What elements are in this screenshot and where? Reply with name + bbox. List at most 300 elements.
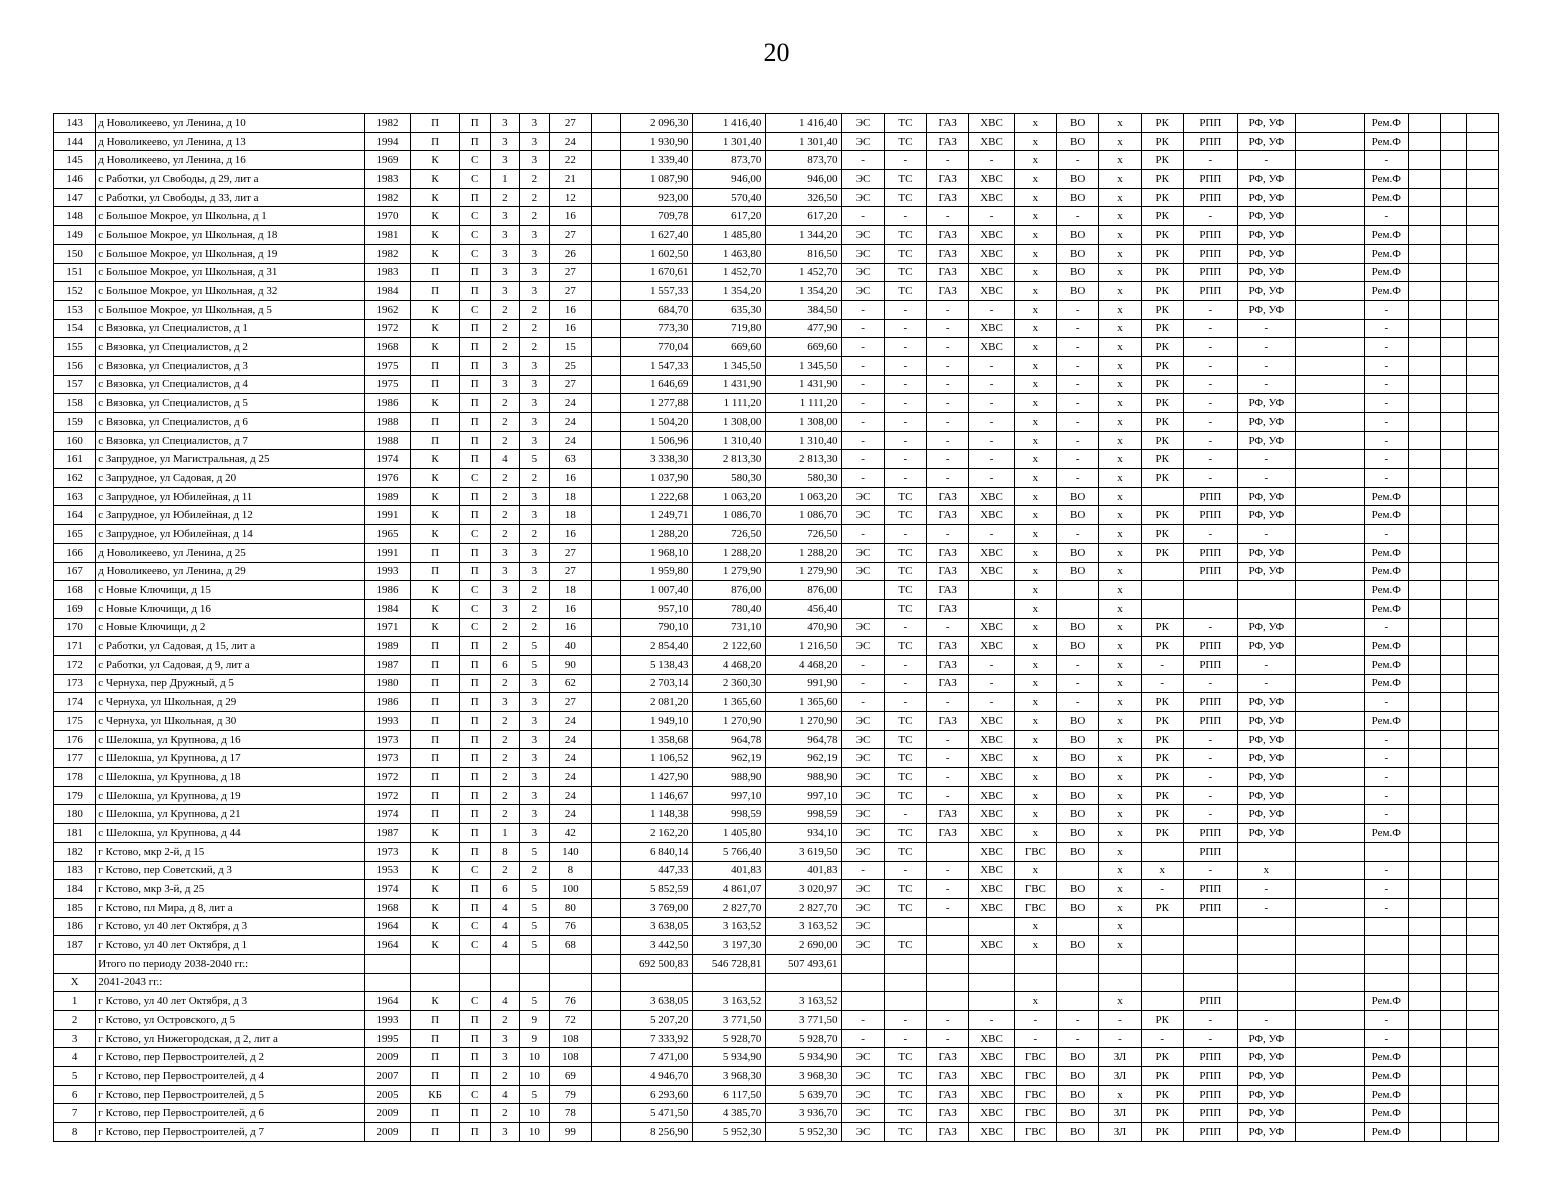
table-row: [54, 188, 1499, 207]
cell-es: ЭС: [842, 487, 884, 506]
cell-c3: [1467, 1011, 1499, 1030]
table-row: [54, 431, 1499, 450]
cell-es: ЭС: [842, 1085, 884, 1104]
cell-m: К: [411, 599, 460, 618]
cell-w: П: [459, 712, 490, 731]
table-row: [54, 506, 1499, 525]
cell-rem: Рем.Ф: [1364, 226, 1408, 245]
cell-en: 3: [520, 730, 550, 749]
cell-gaz: ГАЗ: [927, 170, 969, 189]
cell-address: г Кстово, ул 40 лет Октября, д 3: [96, 992, 364, 1011]
cell-rk: РК: [1141, 450, 1183, 469]
cell-c1: [1409, 992, 1441, 1011]
cell-address: с Большое Мокрое, ул Школьная, д 19: [96, 244, 364, 263]
cell-year: 1970: [364, 207, 411, 226]
cell-m: П: [411, 730, 460, 749]
cell-address: с Чернуха, пер Дружный, д 5: [96, 674, 364, 693]
cell-c2: [1440, 637, 1466, 656]
table-row: [54, 1011, 1499, 1030]
table-row: [54, 824, 1499, 843]
cell-gvs: х: [1014, 917, 1056, 936]
cell-apt: 27: [549, 114, 591, 133]
cell-m: К: [411, 450, 460, 469]
cell-vo: ВО: [1057, 188, 1099, 207]
cell-a3: 3 163,52: [766, 917, 842, 936]
cell-e: [591, 506, 620, 525]
cell-year: 1983: [364, 170, 411, 189]
cell-address: г Кстово, ул Островского, д 5: [96, 1011, 364, 1030]
cell-a3: 1 431,90: [766, 375, 842, 394]
cell-x2: х: [1099, 880, 1141, 899]
cell-c3: [1467, 469, 1499, 488]
cell-rpp: [1183, 973, 1237, 992]
cell-apt: 27: [549, 693, 591, 712]
cell-m: П: [411, 749, 460, 768]
cell-rpp: [1183, 581, 1237, 600]
cell-gvs: х: [1014, 450, 1056, 469]
cell-rpp: РПП: [1183, 1048, 1237, 1067]
cell-ts: -: [884, 431, 926, 450]
cell-apt: [549, 973, 591, 992]
cell-e: [591, 1104, 620, 1123]
table-row: [54, 151, 1499, 170]
cell-m: К: [411, 338, 460, 357]
cell-w: П: [459, 338, 490, 357]
cell-c2: [1440, 506, 1466, 525]
cell-gvs: х: [1014, 338, 1056, 357]
cell-w: П: [459, 188, 490, 207]
cell-rk: РК: [1141, 300, 1183, 319]
cell-a2: 4 385,70: [693, 1104, 766, 1123]
cell-a1: 770,04: [620, 338, 693, 357]
cell-es: ЭС: [842, 842, 884, 861]
cell-address: г Кстово, пер Первостроителей, д 2: [96, 1048, 364, 1067]
cell-m: К: [411, 506, 460, 525]
cell-en: 3: [520, 506, 550, 525]
cell-e: [591, 151, 620, 170]
cell-ts: -: [884, 356, 926, 375]
cell-en: 10: [520, 1104, 550, 1123]
cell-apt: 76: [549, 992, 591, 1011]
cell-w: [459, 954, 490, 973]
cell-rem: Рем.Ф: [1364, 132, 1408, 151]
cell-x2: ЗЛ: [1099, 1048, 1141, 1067]
cell-c1: [1409, 562, 1441, 581]
cell-fl: 3: [490, 562, 520, 581]
cell-apt: 16: [549, 319, 591, 338]
cell-fl: 3: [490, 151, 520, 170]
cell-es: ЭС: [842, 805, 884, 824]
cell-gaz: -: [927, 749, 969, 768]
cell-ts: ТС: [884, 712, 926, 731]
cell-no: 173: [54, 674, 96, 693]
cell-rem: Рем.Ф: [1364, 1123, 1408, 1142]
cell-ts: ТС: [884, 898, 926, 917]
cell-rem: Рем.Ф: [1364, 1085, 1408, 1104]
cell-ts: ТС: [884, 170, 926, 189]
cell-a2: 1 416,40: [693, 114, 766, 133]
cell-gaz: ГАЗ: [927, 712, 969, 731]
cell-a3: 5 928,70: [766, 1029, 842, 1048]
cell-m: К: [411, 300, 460, 319]
cell-w: С: [459, 581, 490, 600]
cell-m: П: [411, 282, 460, 301]
cell-rem: -: [1364, 768, 1408, 787]
cell-c2: [1440, 693, 1466, 712]
cell-a2: 3 771,50: [693, 1011, 766, 1030]
cell-e: [591, 431, 620, 450]
cell-x2: х: [1099, 244, 1141, 263]
cell-address: с Вязовка, ул Специалистов, д 2: [96, 338, 364, 357]
cell-c2: [1440, 244, 1466, 263]
cell-x2: х: [1099, 413, 1141, 432]
cell-x2: х: [1099, 543, 1141, 562]
cell-hvs: ХВС: [969, 114, 1014, 133]
cell-apt: 26: [549, 244, 591, 263]
table-row: [54, 936, 1499, 955]
cell-es: -: [842, 469, 884, 488]
cell-c2: [1440, 300, 1466, 319]
cell-rem: Рем.Ф: [1364, 562, 1408, 581]
cell-year: 1984: [364, 599, 411, 618]
cell-c3: [1467, 226, 1499, 245]
cell-gaz: [927, 992, 969, 1011]
cell-rem: -: [1364, 880, 1408, 899]
cell-ts: -: [884, 693, 926, 712]
cell-rem: -: [1364, 450, 1408, 469]
cell-hvs: -: [969, 525, 1014, 544]
cell-rk: [1141, 487, 1183, 506]
cell-e: [591, 954, 620, 973]
cell-a3: 2 813,30: [766, 450, 842, 469]
cell-en: 3: [520, 562, 550, 581]
cell-rpp: -: [1183, 861, 1237, 880]
cell-w: П: [459, 1067, 490, 1086]
cell-c1: [1409, 282, 1441, 301]
cell-ts: ТС: [884, 936, 926, 955]
cell-es: ЭС: [842, 1123, 884, 1142]
cell-x2: -: [1099, 1011, 1141, 1030]
cell-m: К: [411, 917, 460, 936]
cell-b1: [1295, 973, 1364, 992]
cell-w: П: [459, 1029, 490, 1048]
cell-rf: РФ, УФ: [1237, 207, 1295, 226]
table-row: [54, 338, 1499, 357]
cell-w: П: [459, 1123, 490, 1142]
cell-en: 2: [520, 188, 550, 207]
table-row: [54, 1104, 1499, 1123]
cell-es: ЭС: [842, 917, 884, 936]
cell-gaz: -: [927, 450, 969, 469]
cell-es: ЭС: [842, 1104, 884, 1123]
cell-en: 2: [520, 300, 550, 319]
cell-year: 1981: [364, 226, 411, 245]
cell-year: 1993: [364, 1011, 411, 1030]
cell-c3: [1467, 674, 1499, 693]
cell-apt: 99: [549, 1123, 591, 1142]
cell-vo: ВО: [1057, 114, 1099, 133]
cell-w: С: [459, 599, 490, 618]
cell-rf: -: [1237, 356, 1295, 375]
cell-a2: 1 270,90: [693, 712, 766, 731]
cell-address: г Кстово, пер Первостроителей, д 7: [96, 1123, 364, 1142]
cell-fl: 4: [490, 1085, 520, 1104]
cell-hvs: -: [969, 300, 1014, 319]
cell-c1: [1409, 244, 1441, 263]
cell-a3: 876,00: [766, 581, 842, 600]
cell-hvs: ХВС: [969, 282, 1014, 301]
cell-rem: -: [1364, 413, 1408, 432]
cell-c3: [1467, 1029, 1499, 1048]
cell-a2: 2 360,30: [693, 674, 766, 693]
cell-c2: [1440, 226, 1466, 245]
cell-gvs: х: [1014, 543, 1056, 562]
cell-ts: ТС: [884, 244, 926, 263]
cell-a1: 7 471,00: [620, 1048, 693, 1067]
cell-rpp: РПП: [1183, 898, 1237, 917]
cell-rem: -: [1364, 319, 1408, 338]
cell-fl: 3: [490, 693, 520, 712]
cell-year: 1983: [364, 263, 411, 282]
cell-a1: 709,78: [620, 207, 693, 226]
cell-ts: -: [884, 394, 926, 413]
cell-w: П: [459, 1011, 490, 1030]
cell-year: 1980: [364, 674, 411, 693]
cell-a1: 1 339,40: [620, 151, 693, 170]
cell-no: X: [54, 973, 96, 992]
cell-w: П: [459, 394, 490, 413]
cell-rem: Рем.Ф: [1364, 170, 1408, 189]
cell-rem: -: [1364, 394, 1408, 413]
cell-no: 146: [54, 170, 96, 189]
cell-rf: РФ, УФ: [1237, 1104, 1295, 1123]
cell-en: 3: [520, 114, 550, 133]
cell-rpp: РПП: [1183, 712, 1237, 731]
cell-c2: [1440, 917, 1466, 936]
cell-rf: РФ, УФ: [1237, 394, 1295, 413]
cell-en: 3: [520, 132, 550, 151]
cell-c3: [1467, 842, 1499, 861]
table-row: [54, 693, 1499, 712]
cell-c2: [1440, 525, 1466, 544]
cell-x2: [1099, 954, 1141, 973]
cell-es: ЭС: [842, 226, 884, 245]
cell-no: 169: [54, 599, 96, 618]
cell-rk: РК: [1141, 151, 1183, 170]
cell-no: 151: [54, 263, 96, 282]
cell-a1: 1 037,90: [620, 469, 693, 488]
cell-en: 3: [520, 487, 550, 506]
cell-gvs: х: [1014, 319, 1056, 338]
cell-year: 1964: [364, 917, 411, 936]
cell-gvs: х: [1014, 226, 1056, 245]
cell-rem: -: [1364, 207, 1408, 226]
cell-b1: [1295, 151, 1364, 170]
cell-c3: [1467, 1085, 1499, 1104]
cell-a3: 1 354,20: [766, 282, 842, 301]
cell-vo: -: [1057, 151, 1099, 170]
cell-apt: 24: [549, 786, 591, 805]
cell-rk: РК: [1141, 1048, 1183, 1067]
cell-address: г Кстово, пер Первостроителей, д 6: [96, 1104, 364, 1123]
cell-b1: [1295, 506, 1364, 525]
cell-no: 185: [54, 898, 96, 917]
cell-a3: 1 270,90: [766, 712, 842, 731]
cell-rpp: -: [1183, 394, 1237, 413]
cell-fl: 2: [490, 487, 520, 506]
cell-ts: ТС: [884, 562, 926, 581]
cell-vo: ВО: [1057, 880, 1099, 899]
cell-address: с Шелокша, ул Крупнова, д 21: [96, 805, 364, 824]
table-row: [54, 487, 1499, 506]
cell-c3: [1467, 786, 1499, 805]
cell-no: 147: [54, 188, 96, 207]
cell-e: [591, 842, 620, 861]
cell-a3: 1 345,50: [766, 356, 842, 375]
cell-rk: РК: [1141, 338, 1183, 357]
cell-c3: [1467, 898, 1499, 917]
cell-es: -: [842, 1029, 884, 1048]
cell-a1: 1 930,90: [620, 132, 693, 151]
table-row: [54, 674, 1499, 693]
cell-rem: -: [1364, 618, 1408, 637]
cell-a2: 401,83: [693, 861, 766, 880]
cell-year: 2007: [364, 1067, 411, 1086]
cell-a2: 5 928,70: [693, 1029, 766, 1048]
cell-rpp: РПП: [1183, 1085, 1237, 1104]
cell-a1: 923,00: [620, 188, 693, 207]
cell-rk: РК: [1141, 132, 1183, 151]
cell-a1: 447,33: [620, 861, 693, 880]
cell-m: П: [411, 805, 460, 824]
cell-year: 1973: [364, 842, 411, 861]
cell-c2: [1440, 1011, 1466, 1030]
cell-rk: [1141, 936, 1183, 955]
cell-gvs: х: [1014, 581, 1056, 600]
cell-rem: Рем.Ф: [1364, 1048, 1408, 1067]
cell-fl: 4: [490, 450, 520, 469]
cell-c2: [1440, 356, 1466, 375]
cell-rf: РФ, УФ: [1237, 506, 1295, 525]
cell-hvs: ХВС: [969, 824, 1014, 843]
cell-x2: х: [1099, 749, 1141, 768]
cell-en: 3: [520, 824, 550, 843]
cell-gvs: х: [1014, 469, 1056, 488]
cell-e: [591, 992, 620, 1011]
cell-b1: [1295, 282, 1364, 301]
cell-rk: РК: [1141, 1067, 1183, 1086]
cell-en: 2: [520, 581, 550, 600]
cell-gaz: ГАЗ: [927, 188, 969, 207]
cell-rf: РФ, УФ: [1237, 1048, 1295, 1067]
cell-m: П: [411, 674, 460, 693]
cell-en: 5: [520, 655, 550, 674]
cell-c3: [1467, 244, 1499, 263]
cell-ts: -: [884, 525, 926, 544]
cell-b1: [1295, 525, 1364, 544]
cell-a3: 5 639,70: [766, 1085, 842, 1104]
cell-b1: [1295, 338, 1364, 357]
cell-w: П: [459, 375, 490, 394]
cell-hvs: ХВС: [969, 263, 1014, 282]
cell-ts: ТС: [884, 768, 926, 787]
cell-ts: ТС: [884, 1085, 926, 1104]
cell-apt: 79: [549, 1085, 591, 1104]
cell-fl: 2: [490, 525, 520, 544]
cell-a3: 3 020,97: [766, 880, 842, 899]
cell-apt: 24: [549, 413, 591, 432]
cell-c1: [1409, 375, 1441, 394]
cell-w: П: [459, 637, 490, 656]
cell-year: 1986: [364, 693, 411, 712]
cell-c2: [1440, 543, 1466, 562]
cell-c2: [1440, 394, 1466, 413]
cell-en: 2: [520, 338, 550, 357]
cell-vo: ВО: [1057, 637, 1099, 656]
cell-w: С: [459, 244, 490, 263]
cell-c1: [1409, 824, 1441, 843]
cell-no: 187: [54, 936, 96, 955]
cell-c3: [1467, 712, 1499, 731]
cell-e: [591, 581, 620, 600]
cell-gaz: ГАЗ: [927, 543, 969, 562]
cell-fl: 4: [490, 898, 520, 917]
cell-rk: РК: [1141, 525, 1183, 544]
cell-rk: РК: [1141, 431, 1183, 450]
cell-rf: РФ, УФ: [1237, 431, 1295, 450]
cell-gvs: х: [1014, 618, 1056, 637]
cell-address: г Кстово, мкр 2-й, д 15: [96, 842, 364, 861]
cell-year: 1973: [364, 730, 411, 749]
cell-a1: 6 293,60: [620, 1085, 693, 1104]
cell-b1: [1295, 207, 1364, 226]
cell-address: г Кстово, пер Первостроителей, д 4: [96, 1067, 364, 1086]
cell-a3: 326,50: [766, 188, 842, 207]
cell-no: 5: [54, 1067, 96, 1086]
cell-es: ЭС: [842, 562, 884, 581]
cell-a3: 964,78: [766, 730, 842, 749]
cell-a1: 684,70: [620, 300, 693, 319]
cell-a3: 401,83: [766, 861, 842, 880]
cell-gaz: -: [927, 207, 969, 226]
cell-vo: -: [1057, 300, 1099, 319]
cell-a3: 934,10: [766, 824, 842, 843]
cell-a2: 780,40: [693, 599, 766, 618]
cell-rf: РФ, УФ: [1237, 1085, 1295, 1104]
cell-rpp: РПП: [1183, 188, 1237, 207]
cell-hvs: ХВС: [969, 805, 1014, 824]
cell-b1: [1295, 1085, 1364, 1104]
cell-a1: 1 358,68: [620, 730, 693, 749]
cell-m: П: [411, 1048, 460, 1067]
cell-ts: ТС: [884, 749, 926, 768]
cell-gvs: х: [1014, 525, 1056, 544]
cell-rem: Рем.Ф: [1364, 599, 1408, 618]
cell-a3: 669,60: [766, 338, 842, 357]
cell-e: [591, 132, 620, 151]
cell-rk: х: [1141, 861, 1183, 880]
cell-rpp: -: [1183, 338, 1237, 357]
cell-c1: [1409, 861, 1441, 880]
cell-rf: [1237, 581, 1295, 600]
cell-address: с Большое Мокрое, ул Школьна, д 1: [96, 207, 364, 226]
cell-address: с Большое Мокрое, ул Школьная, д 18: [96, 226, 364, 245]
cell-a2: 669,60: [693, 338, 766, 357]
cell-b1: [1295, 599, 1364, 618]
cell-rpp: -: [1183, 768, 1237, 787]
cell-gvs: ГВС: [1014, 1123, 1056, 1142]
cell-ts: -: [884, 469, 926, 488]
